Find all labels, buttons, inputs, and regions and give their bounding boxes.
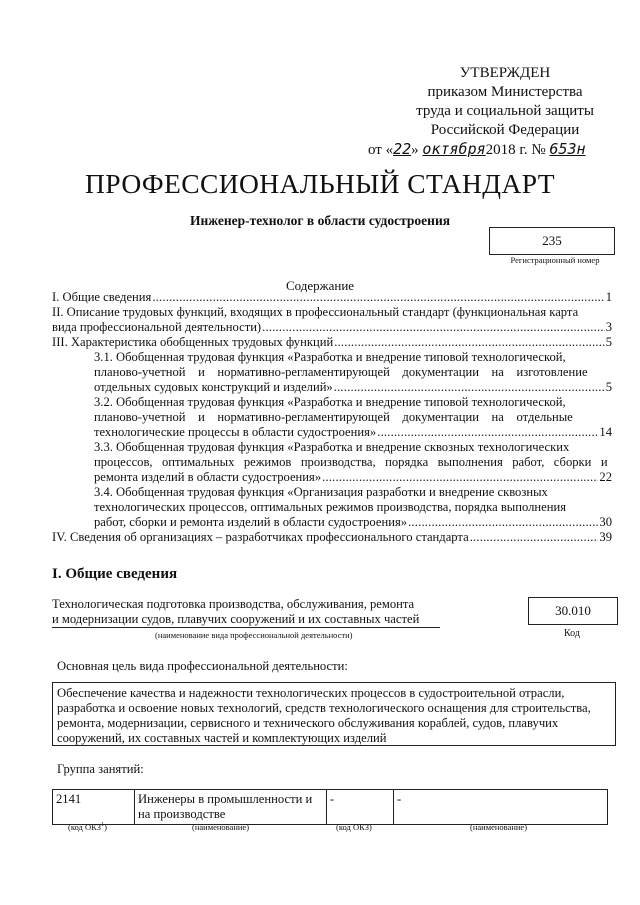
approval-status: УТВЕРЖДЕН (459, 65, 551, 81)
page-title: ПРОФЕССИОНАЛЬНЫЙ СТАНДАРТ (85, 168, 555, 199)
toc-item-3-4-end: работ, сборки и ремонта изделий в области судостроения» ..... 30 (94, 515, 612, 530)
occupation-table (52, 789, 608, 825)
approval-line-4: Российской Федерации (430, 122, 580, 138)
table-row (53, 790, 608, 825)
approval-line-2: приказом Министерства (427, 84, 583, 100)
approval-block (368, 64, 630, 160)
okz-name-1: Инженеры в промышленности и на производстве (135, 790, 327, 825)
activity-code-box (528, 597, 618, 625)
approval-line-3: труда и социальной защиты (416, 103, 594, 119)
section-heading: I. Общие сведения (52, 566, 178, 582)
toc-item-1[interactable]: I. Общие сведения ..... 1 (52, 290, 612, 305)
toc-heading: Содержание (285, 278, 355, 293)
occupation-group-label: Группа занятий: (57, 762, 144, 776)
activity-type-label: (наименование вида профессиональной деятельности) (155, 630, 353, 640)
standard-name: Инженер-технолог в области судостроения (189, 213, 451, 228)
toc-item-4[interactable]: IV. Сведения об организациях – разработчиках профессионального стандарта ..... 39 (52, 530, 612, 545)
activity-type: Технологическая подготовка производства, обслуживания, ремонта и модернизации судов, плавучих сооружений и их составных частей (52, 597, 420, 626)
okz-code-2: - (327, 790, 394, 825)
activity-code: 30.010 (555, 603, 591, 618)
code-label: Код (564, 628, 580, 639)
okz-code-label-1: (код ОКЗ$^1$) (68, 822, 107, 832)
okz-name-label-2: (наименование) (470, 822, 528, 832)
approval-date-line: от «22» октября2018 г. № 653н (368, 140, 586, 158)
okz-code-1: 2141 (53, 790, 135, 825)
registration-label: Регистрационный номер (510, 255, 600, 265)
toc-item-3-2-end: технологические процессы в области судостроения» ..... 14 (94, 425, 612, 440)
toc-item-3-2[interactable]: 3.2. Обобщенная трудовая функция «Разработка и внедрение типовой технологической, планово-учетной и нормативно-регламентирующей документации на отдельные (94, 395, 573, 424)
goal-text: Обеспечение качества и надежности технологических процессов в судостроительной отрасли, разработка и освоение новых технологий, средств технологического оснащения для строительства, ремонта, модернизации, сервисного и технического обслуживания кораблей, судов, плавучих сооружений, их составных частей и комплектующих изделий (57, 686, 591, 745)
okz-code-label-2: (код ОКЗ) (336, 822, 372, 832)
approval-month: октября (422, 140, 486, 158)
toc-item-2[interactable]: II. Описание трудовых функций, входящих в профессиональный стандарт (функциональная карта (52, 305, 579, 319)
registration-number: 235 (542, 233, 562, 248)
goal-label: Основная цель вида профессиональной деятельности: (57, 659, 348, 673)
toc-item-3[interactable]: III. Характеристика обобщенных трудовых функций ..... 5 (52, 335, 612, 350)
approval-day: 22 (393, 140, 412, 158)
registration-number-box (489, 227, 615, 255)
toc-item-3-1[interactable]: 3.1. Обобщенная трудовая функция «Разработка и внедрение типовой технологической, планово-учетной и нормативно-регламентирующей документации на изготовление (94, 350, 588, 379)
okz-name-label-1: (наименование) (192, 822, 250, 832)
approval-number: 653н (549, 140, 586, 158)
toc-item-3-4[interactable]: 3.4. Обобщенная трудовая функция «Организация разработки и внедрение сквозных технологических процессов, оптимальных режимов производства, порядка выполнения (94, 485, 567, 514)
toc-item-3-1-end: отдельных судовых конструкций и изделий» ..... 5 (94, 380, 612, 395)
toc-item-3-3-end: ремонта изделий в области судостроения» ..... 22 (94, 470, 612, 485)
toc-item-2-end: вида профессиональной деятельности) ..... 3 (52, 320, 612, 335)
activity-underline (52, 627, 440, 628)
toc-item-3-3[interactable]: 3.3. Обобщенная трудовая функция «Разработка и внедрение сквозных технологических процессов, оптимальных режимов производства, порядка выполнения работ, сборки и (94, 440, 608, 469)
okz-name-2: - (394, 790, 608, 825)
